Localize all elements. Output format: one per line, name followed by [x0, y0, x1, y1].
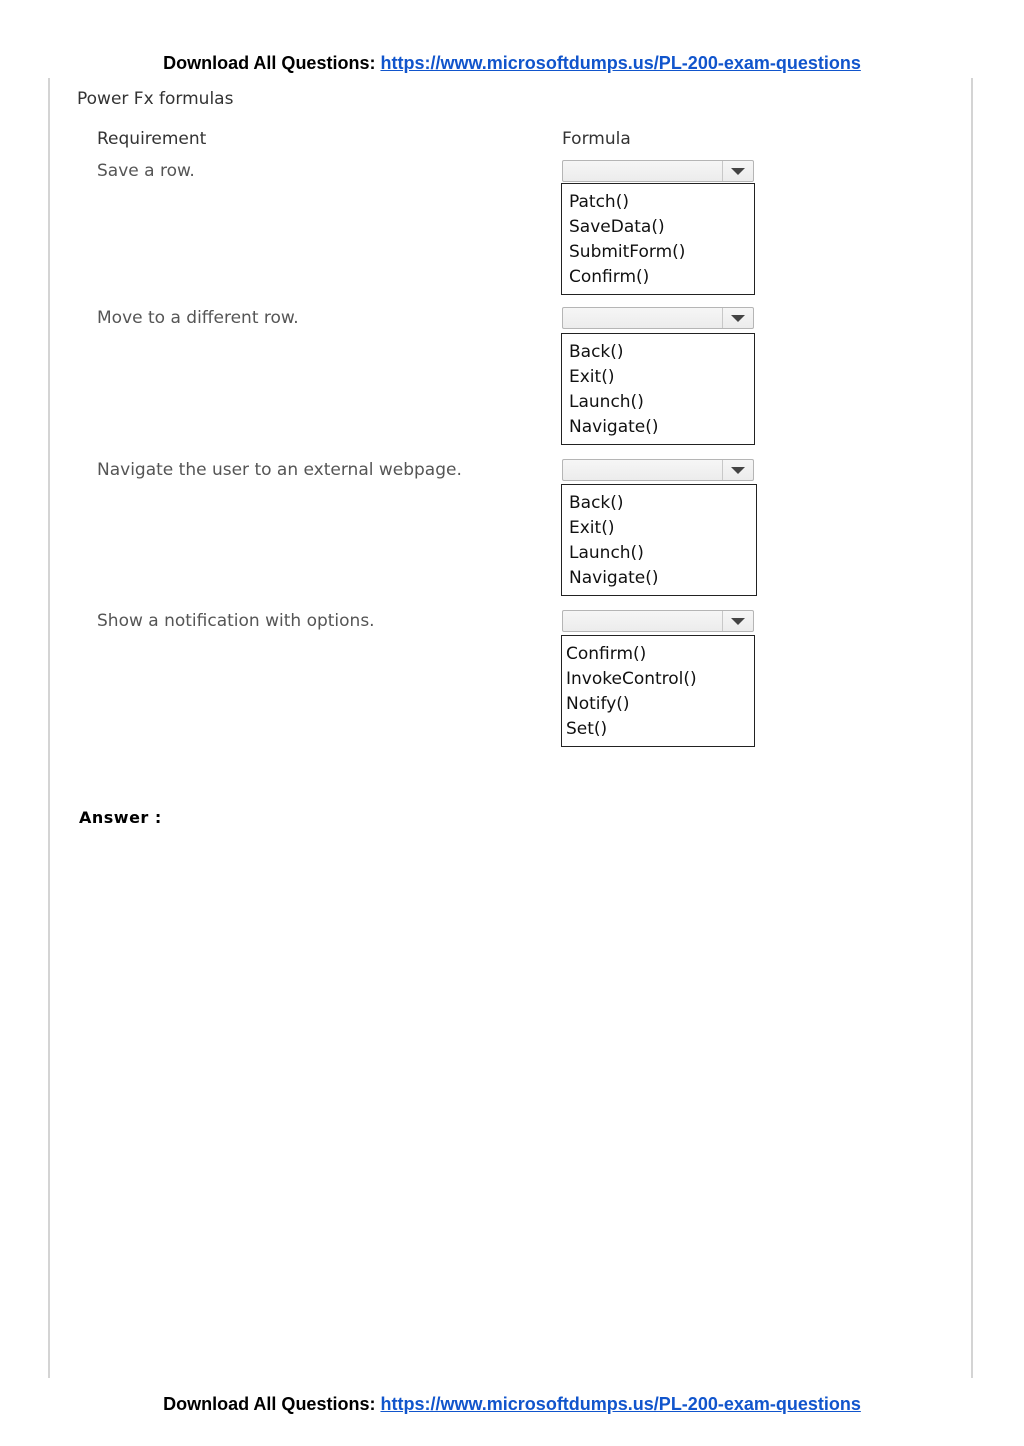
options-list-external-webpage [561, 484, 757, 596]
requirement-move-row: Move to a different row. [97, 308, 299, 328]
option-item[interactable]: SubmitForm() [569, 242, 686, 262]
download-banner-top [0, 53, 1024, 74]
option-item[interactable]: Launch() [569, 543, 644, 563]
banner-prefix: Download All Questions: [163, 1394, 376, 1414]
option-item[interactable]: Exit() [569, 367, 615, 387]
requirement-notification: Show a notification with options. [97, 611, 375, 631]
formula-select-notification[interactable] [562, 610, 754, 632]
chevron-down-icon[interactable] [722, 460, 753, 480]
chevron-down-icon[interactable] [722, 308, 753, 328]
chevron-down-icon[interactable] [722, 161, 753, 181]
formula-select-move-row[interactable] [562, 307, 754, 329]
download-link[interactable]: https://www.microsoftdumps.us/PL-200-exam-questions [380, 1394, 861, 1414]
option-item[interactable]: Back() [569, 342, 624, 362]
page-border-left [48, 78, 50, 1378]
requirement-save-row: Save a row. [97, 161, 195, 181]
download-banner-bottom [0, 1394, 1024, 1415]
column-header-requirement: Requirement [97, 129, 207, 149]
option-item[interactable]: Navigate() [569, 568, 659, 588]
option-item[interactable]: Launch() [569, 392, 644, 412]
option-item[interactable]: Notify() [566, 694, 630, 714]
banner-prefix: Download All Questions: [163, 53, 376, 73]
option-item[interactable]: Navigate() [569, 417, 659, 437]
options-list-notification [561, 635, 755, 747]
option-item[interactable]: Confirm() [569, 267, 650, 287]
formula-select-external-webpage[interactable] [562, 459, 754, 481]
option-item[interactable]: Back() [569, 493, 624, 513]
formula-select-save-row[interactable] [562, 160, 754, 182]
options-list-move-row [561, 333, 755, 445]
option-item[interactable]: Confirm() [566, 644, 647, 664]
option-item[interactable]: InvokeControl() [566, 669, 697, 689]
option-item[interactable]: SaveData() [569, 217, 665, 237]
download-link[interactable]: https://www.microsoftdumps.us/PL-200-exam-questions [380, 53, 861, 73]
answer-label: Answer : [79, 808, 162, 827]
chevron-down-icon[interactable] [722, 611, 753, 631]
question-title: Power Fx formulas [77, 89, 234, 109]
options-list-save-row [561, 183, 755, 295]
option-item[interactable]: Exit() [569, 518, 615, 538]
option-item[interactable]: Set() [566, 719, 608, 739]
page-border-right [971, 78, 973, 1378]
column-header-formula: Formula [562, 129, 631, 149]
option-item[interactable]: Patch() [569, 192, 629, 212]
requirement-external-webpage: Navigate the user to an external webpage. [97, 460, 462, 480]
